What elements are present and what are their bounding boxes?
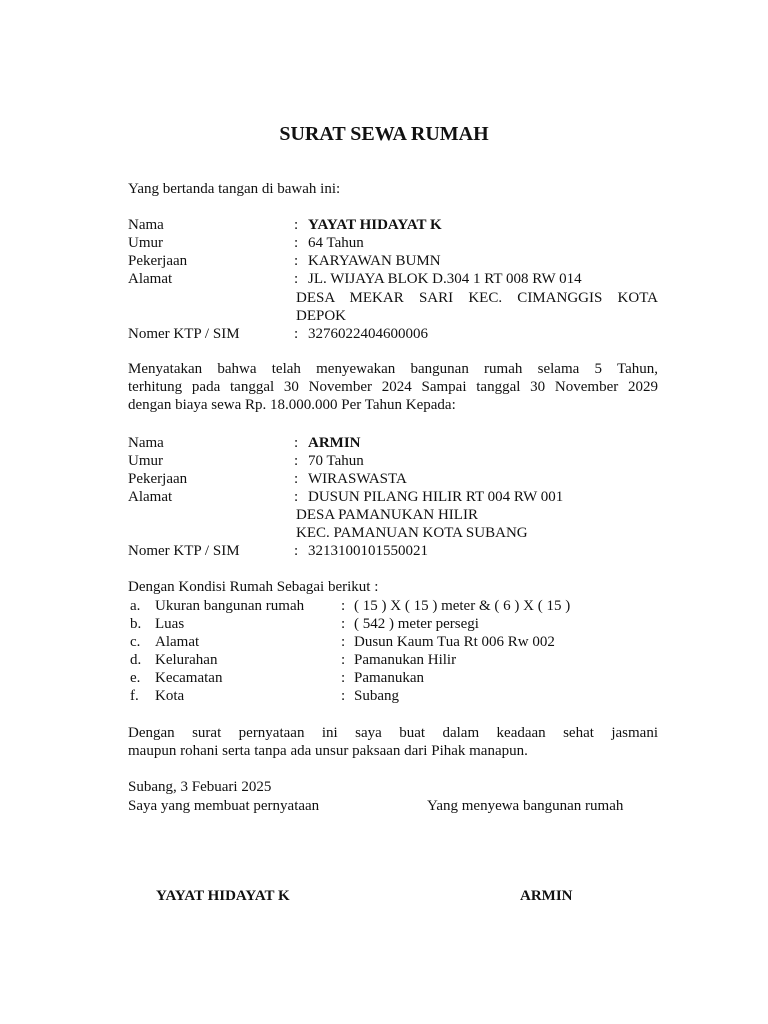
party-one-address-line-2: DESA MEKAR SARI KEC. CIMANGGIS KOTA	[296, 290, 658, 306]
condition-number: a.	[130, 598, 141, 614]
party-one-name-row	[128, 216, 658, 234]
party-one-ktp-row	[128, 325, 658, 343]
party-one-job-row	[128, 252, 658, 270]
condition-label: Kecamatan	[155, 670, 223, 686]
ktp-label: Nomer KTP / SIM	[128, 326, 240, 342]
party-two-ktp: 3213100101550021	[308, 543, 428, 559]
condition-value: Subang	[354, 688, 399, 704]
colon: :	[294, 543, 299, 559]
colon: :	[341, 652, 346, 668]
statement-line: Menyatakan bahwa telah menyewakan bangunan rumah selama 5 Tahun,	[128, 361, 658, 377]
colon: :	[294, 471, 299, 487]
colon: :	[294, 217, 299, 233]
signer-left-caption: Saya yang membuat pernyataan	[128, 798, 320, 814]
colon: :	[341, 670, 346, 686]
party-two-name: ARMIN	[308, 435, 361, 451]
party-two-job: WIRASWASTA	[308, 471, 407, 487]
party-two-ktp-row	[128, 542, 658, 560]
colon: :	[341, 688, 346, 704]
condition-item	[128, 633, 658, 651]
address-label: Alamat	[128, 489, 173, 505]
ktp-label: Nomer KTP / SIM	[128, 543, 240, 559]
colon: :	[294, 253, 299, 269]
name-label: Nama	[128, 435, 164, 451]
condition-value: ( 15 ) X ( 15 ) meter & ( 6 ) X ( 15 )	[354, 598, 571, 614]
colon: :	[294, 326, 299, 342]
colon: :	[294, 235, 299, 251]
name-label: Nama	[128, 217, 164, 233]
address-label: Alamat	[128, 271, 173, 287]
colon: :	[341, 634, 346, 650]
party-two-age-row	[128, 452, 658, 470]
condition-label: Alamat	[155, 634, 200, 650]
condition-number: f.	[130, 688, 139, 704]
signer-right-caption: Yang menyewa bangunan rumah	[427, 798, 624, 814]
party-one-address-row	[128, 270, 658, 288]
party-two-name-row	[128, 434, 658, 452]
condition-value: Dusun Kaum Tua Rt 006 Rw 002	[354, 634, 555, 650]
party-two-address-line-3: KEC. PAMANUAN KOTA SUBANG	[296, 525, 528, 541]
party-two-address-line-2: DESA PAMANUKAN HILIR	[296, 507, 478, 523]
party-one-age: 64 Tahun	[308, 235, 364, 251]
closing-paragraph	[128, 724, 658, 760]
condition-value: ( 542 ) meter persegi	[354, 616, 479, 632]
document-title: SURAT SEWA RUMAH	[279, 123, 489, 145]
condition-item	[128, 597, 658, 615]
age-label: Umur	[128, 235, 163, 251]
condition-intro: Dengan Kondisi Rumah Sebagai berikut :	[128, 579, 379, 595]
closing-line: Dengan surat pernyataan ini saya buat dalam keadaan sehat jasmani	[128, 725, 658, 741]
party-two-job-row	[128, 470, 658, 488]
signer-left-name: YAYAT HIDAYAT K	[156, 888, 290, 904]
party-two-address-row	[128, 488, 658, 506]
condition-item	[128, 669, 658, 687]
closing-line: maupun rohani serta tanpa ada unsur paksaan dari Pihak manapun.	[128, 743, 528, 759]
party-one-ktp: 3276022404600006	[308, 326, 428, 342]
condition-item	[128, 687, 658, 705]
party-one-age-row	[128, 234, 658, 252]
condition-value: Pamanukan	[354, 670, 424, 686]
party-one-address-line-1: JL. WIJAYA BLOK D.304 1 RT 008 RW 014	[308, 271, 582, 287]
condition-number: e.	[130, 670, 141, 686]
condition-number: c.	[130, 634, 141, 650]
colon: :	[341, 616, 346, 632]
colon: :	[341, 598, 346, 614]
signer-right-name: ARMIN	[520, 888, 573, 904]
party-two-address-line-1: DUSUN PILANG HILIR RT 004 RW 001	[308, 489, 564, 505]
colon: :	[294, 453, 299, 469]
condition-number: d.	[130, 652, 142, 668]
condition-label: Luas	[155, 616, 185, 632]
condition-number: b.	[130, 616, 142, 632]
statement-line: terhitung pada tanggal 30 November 2024 Sampai tanggal 30 November 2029	[128, 379, 658, 395]
party-one-name: YAYAT HIDAYAT K	[308, 217, 442, 233]
age-label: Umur	[128, 453, 163, 469]
place-date: Subang, 3 Febuari 2025	[128, 779, 272, 795]
condition-value: Pamanukan Hilir	[354, 652, 457, 668]
statement-paragraph	[128, 360, 658, 414]
condition-item	[128, 615, 658, 633]
condition-label: Ukuran bangunan rumah	[155, 598, 305, 614]
condition-label: Kelurahan	[155, 652, 218, 668]
party-one-job: KARYAWAN BUMN	[308, 253, 441, 269]
colon: :	[294, 435, 299, 451]
party-one-address-line-3: DEPOK	[296, 308, 347, 324]
party-two-age: 70 Tahun	[308, 453, 364, 469]
condition-label: Kota	[155, 688, 185, 704]
intro-text: Yang bertanda tangan di bawah ini:	[128, 181, 341, 197]
colon: :	[294, 271, 299, 287]
statement-line: dengan biaya sewa Rp. 18.000.000 Per Tahun Kepada:	[128, 397, 456, 413]
job-label: Pekerjaan	[128, 253, 188, 269]
colon: :	[294, 489, 299, 505]
job-label: Pekerjaan	[128, 471, 188, 487]
condition-item	[128, 651, 658, 669]
